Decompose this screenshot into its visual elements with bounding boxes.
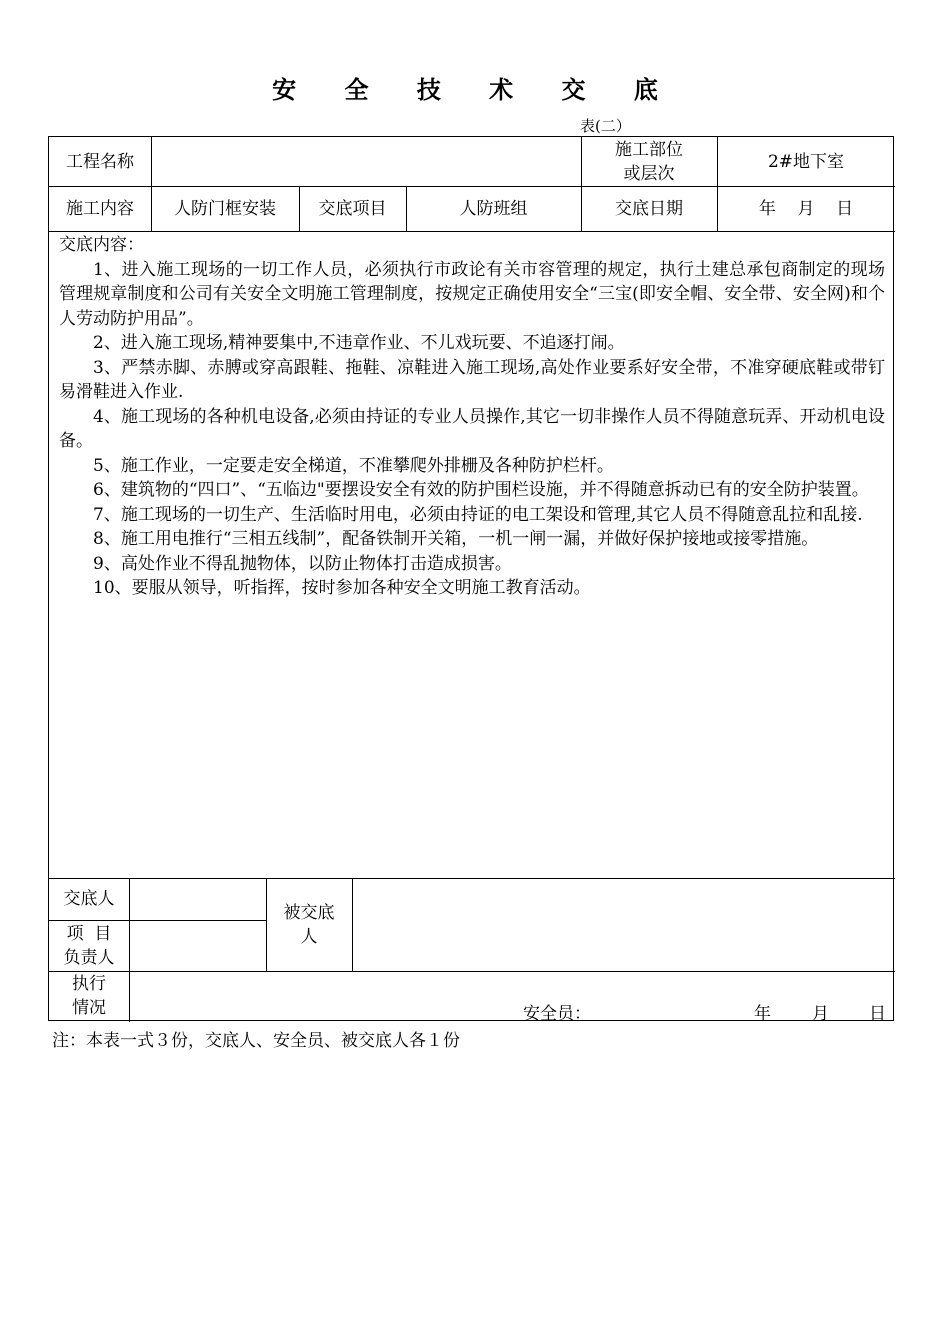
content-heading: 交底内容： [59,235,144,255]
disclosure-form [48,136,894,1024]
location-label: 施工部位 或层次 [615,139,683,184]
sign-day: 日 [869,1004,886,1024]
content-item-9: 9、高处作业不得乱抛物体，以防止物体打击造成损害。 [93,553,512,574]
project-name-value [151,137,581,186]
presenter-label: 交底人 [63,889,115,909]
content-item-10: 10、要服从领导，听指挥，按时参加各种安全文明施工教育活动。 [93,578,591,598]
execution-label: 执行 情况 [72,974,106,1018]
disclosure-item-label: 交底项目 [318,198,387,219]
presenter-signature-field[interactable] [129,878,266,920]
disclosure-content [59,233,885,601]
table-number: 表(二） [580,117,631,135]
sign-year: 年 [754,1004,771,1024]
project-lead-label: 项 目 负责人 [63,923,115,968]
work-content-value: 人防门框安装 [174,198,276,219]
content-item-3: 3、严禁赤脚、赤膊或穿高跟鞋、拖鞋、凉鞋进入施工现场,高处作业要系好安全带，不准穿硬底鞋或带钉易滑鞋进入作业. [59,357,885,402]
content-item-1: 1、进入施工现场的一切工作人员，必须执行市政论有关市容管理的规定，执行土建总承包商制定的现场管理规章制度和公司有关安全文明施工管理制度，按规定正确使用安全“三宝(即安全帽、安全带、安全网)和个人劳动防护用品”。 [59,259,885,329]
content-item-5: 5、施工作业，一定要走安全梯道，不准攀爬外排栅及各种防护栏杆。 [93,455,614,476]
content-item-6: 6、建筑物的“四口”、“五临边"要摆设安全有效的防护围栏设施，并不得随意拆动已有的安全防护装置。 [93,480,869,500]
row-divider [49,971,895,972]
row-divider [49,231,895,232]
location-value: 2#地下室 [767,151,845,172]
project-lead-signature-field[interactable] [129,920,266,971]
receiver-signature-field[interactable] [352,878,895,971]
disclosure-item-value: 人防班组 [459,198,528,219]
receiver-label: 被交底 人 [283,902,335,947]
project-name-label: 工程名称 [66,151,134,172]
work-content-label: 施工内容 [66,198,134,219]
content-item-8: 8、施工用电推行“三相五线制”，配备铁制开关箱，一机一闸一漏，并做好保护接地或接零措施。 [93,529,819,549]
content-item-7: 7、施工现场的一切生产、生活临时用电，必须由持证的电工架设和管理,其它人员不得随意乱拉和乱接. [93,504,863,525]
disclosure-date-label: 交底日期 [615,198,683,219]
content-item-2: 2、进入施工现场,精神要集中,不违章作业、不儿戏玩要、不追逐打闹。 [93,333,625,353]
disclosure-date-value: 年 月 日 [758,198,854,219]
safety-officer-label: 安全员： [523,1004,591,1024]
content-item-4: 4、施工现场的各种机电设备,必须由持证的专业人员操作,其它一切非操作人员不得随意玩弄、开动机电设备。 [59,406,885,451]
document-title: 安 全 技 术 交 底 [272,75,678,104]
footnote: 注：本表一式３份，交底人、安全员、被交底人各１份 [52,1031,460,1051]
sign-month: 月 [812,1004,829,1024]
